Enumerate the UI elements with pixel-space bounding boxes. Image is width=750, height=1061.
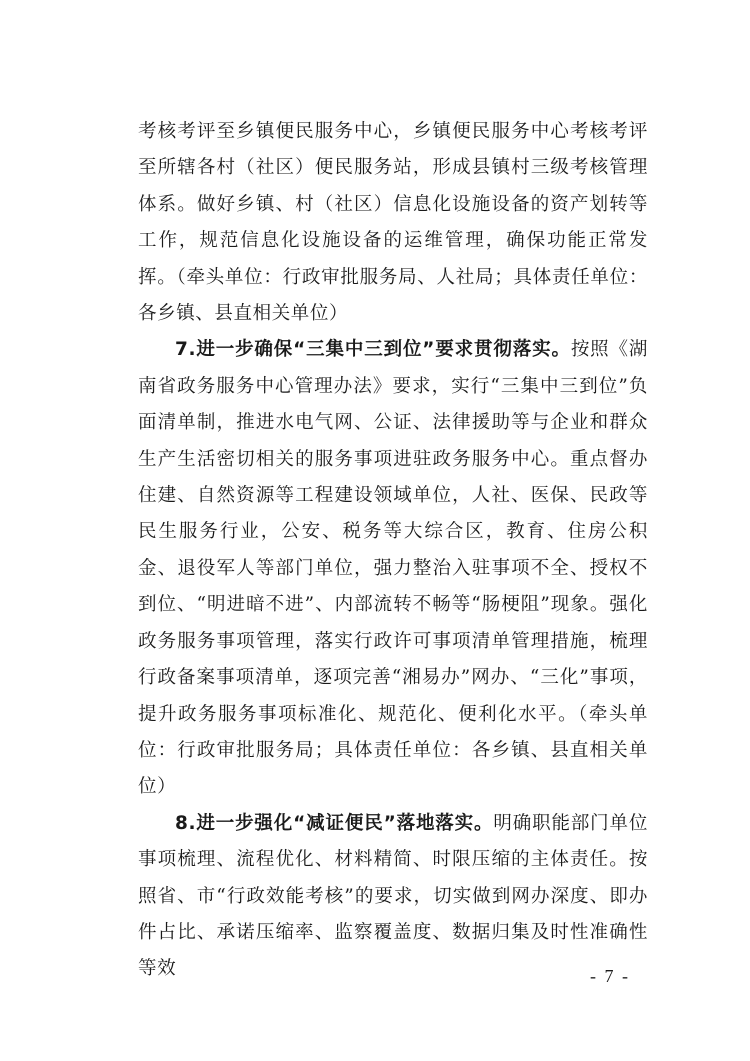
item-8-heading: 8.进一步强化“减证便民”落地落实。 [175,812,494,834]
item-8-text: 明确职能部门单位事项梳理、流程优化、材料精简、时限压缩的主体责任。按照省、市“行政效能考核”的要求，切实做到网办深度、即办件占比、承诺压缩率、监察覆盖度、数据归集及时性准确性等效 [138,812,648,980]
paragraph-item-8 [138,806,648,988]
paragraph-continuation [138,114,648,332]
item-7-text: 按照《湖南省政务服务中心管理办法》要求，实行“三集中三到位”负面清单制，推进水电气网、公证、法律援助等与企业和群众生产生活密切相关的服务事项进驻政务服务中心。重点督办住建、自然资源等工程建设领域单位，人社、医保、民政等民生服务行业，公安、税务等大综合区，教育、住房公积金、退役军人等部门单位，强力整治入驻事项不全、授权不到位、“明进暗不进”、内部流转不畅等“肠梗阻”现象。强化政务服务事项管理，落实行政许可事项清单管理措施，梳理行政备案事项清单，逐项完善“湘易办”网办、“三化”事项，提升政务服务事项标准化、规范化、便利化水平。（牵头单位：行政审批服务局；具体责任单位：各乡镇、县直相关单位） [138,339,649,798]
paragraph-text: 考核考评至乡镇便民服务中心，乡镇便民服务中心考核考评至所辖各村（社区）便民服务站，形成县镇村三级考核管理体系。做好乡镇、村（社区）信息化设施设备的资产划转等工作，规范信息化设施设备的运维管理，确保功能正常发挥。（牵头单位：行政审批服务局、人社局；具体责任单位：各乡镇、县直相关单位） [138,121,648,325]
page-number: - 7 - [590,966,630,986]
paragraph-item-7 [138,332,648,805]
body-text [138,114,648,988]
item-7-heading: 7.进一步确保“三集中三到位”要求贯彻落实。 [175,339,571,361]
